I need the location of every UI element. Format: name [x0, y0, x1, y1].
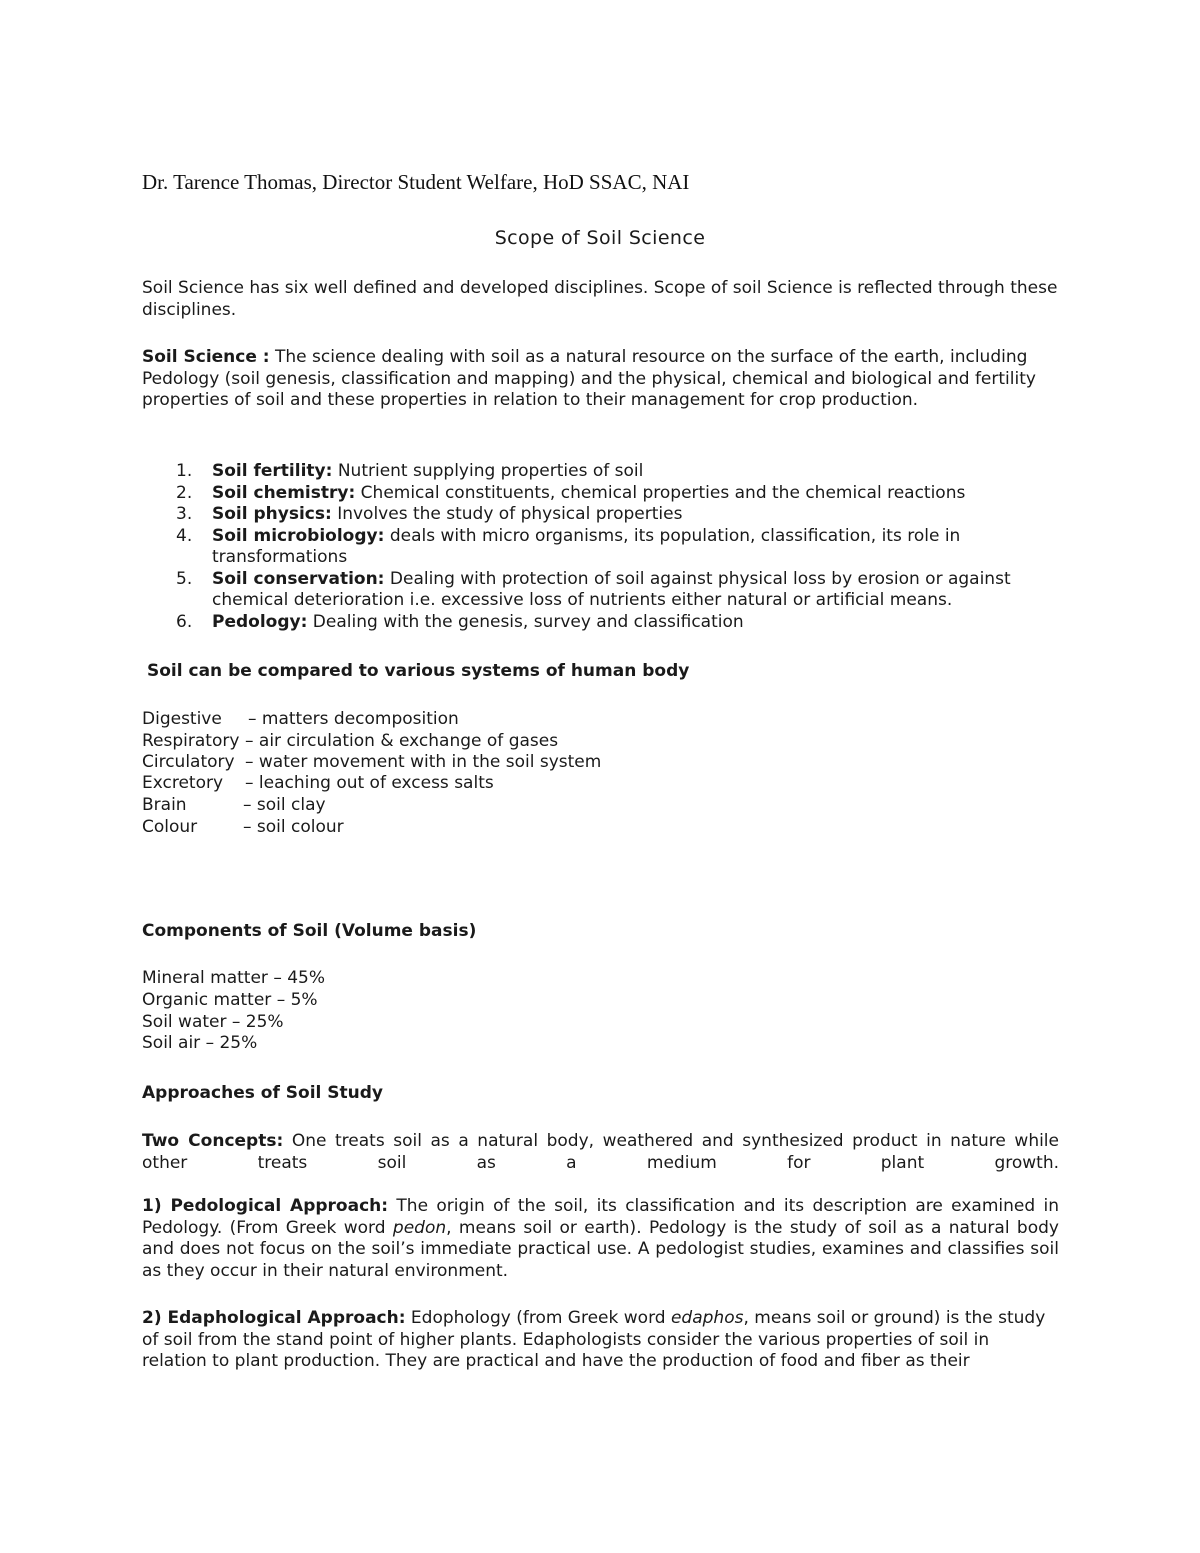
two-concepts-paragraph [142, 1131, 1059, 1174]
list-text: Involves the study of physical properties [331, 504, 683, 524]
list-term: Soil fertility: [212, 461, 333, 481]
list-number: 4. [176, 525, 193, 546]
table-row [142, 731, 558, 753]
edaphological-italic: edaphos [670, 1308, 744, 1328]
pedological-paragraph [142, 1196, 1059, 1282]
list-item: Organic matter – 5% [142, 990, 318, 1010]
list-item [142, 461, 1042, 483]
system-name: Respiratory [142, 731, 240, 751]
system-desc: – water movement with in the soil system [245, 752, 602, 772]
page-title: Scope of Soil Science [494, 227, 706, 249]
list-text: Dealing with protection of soil against physical loss by erosion or against chemical deterioration i.e. excessive loss of nutrients either natural or artificial means. [212, 568, 1011, 610]
list-term: Pedology: [212, 611, 308, 632]
pedological-text-cont: , means soil or earth). Pedology is the study of soil as a natural body and does not focus on the soil’s immediate practical use. A pedologist studies, examines and classifies soil as they occur in their natural environment. [142, 1217, 1059, 1281]
pedological-term: 1) Pedological Approach: [142, 1196, 389, 1216]
list-number: 3. [176, 504, 193, 524]
author-line: Dr. Tarence Thomas, Director Student Welfare, HoD SSAC, NAI [142, 170, 690, 194]
table-row [142, 773, 494, 795]
list-number: 6. [176, 611, 193, 632]
definition-term: Soil Science : [142, 347, 270, 367]
system-desc: – matters decomposition [248, 709, 459, 729]
list-number: 1. [176, 461, 193, 481]
table-row [142, 795, 326, 817]
list-text: Nutrient supplying properties of soil [332, 461, 644, 481]
human-body-heading: Soil can be compared to various systems of human body [147, 661, 690, 681]
system-desc: – leaching out of excess salts [245, 773, 494, 793]
table-row [142, 709, 459, 731]
two-concepts-text: One treats soil as a natural body, weathered and synthesized product in nature while other treats soil as a medium for plant growth. [142, 1131, 1059, 1173]
list-item [142, 483, 1042, 505]
list-item: Soil water – 25% [142, 1012, 284, 1032]
system-name: Colour [142, 817, 198, 837]
list-term: Soil microbiology: [212, 525, 385, 546]
list-text: Chemical constituents, chemical properties and the chemical reactions [355, 482, 966, 503]
list-term: Soil physics: [212, 504, 332, 524]
approaches-heading: Approaches of Soil Study [142, 1083, 383, 1103]
edaphological-term: 2) Edaphological Approach: [142, 1308, 406, 1328]
edaphological-text: Edophology (from Greek word [405, 1308, 671, 1328]
list-term: Soil chemistry: [212, 482, 356, 503]
list-number: 2. [176, 482, 193, 503]
list-text: Dealing with the genesis, survey and classification [307, 611, 744, 632]
system-name: Digestive [142, 709, 222, 729]
pedological-italic: pedon [392, 1217, 447, 1238]
list-text: deals with micro organisms, its population, classification, its role in transformations [212, 525, 961, 567]
definition-text: The science dealing with soil as a natural resource on the surface of the earth, including Pedology (soil genesis, classification and mapping) and the physical, chemical and biological and fertility properties of soil and these properties in relation to their management for crop production. [142, 347, 1036, 410]
list-item [142, 504, 1042, 526]
disciplines-list [142, 461, 1042, 633]
system-desc: – soil colour [243, 817, 344, 837]
list-term: Soil conservation: [212, 568, 385, 589]
list-item [142, 612, 1042, 634]
table-row [142, 817, 344, 839]
list-item [142, 569, 1042, 612]
system-name: Brain [142, 795, 187, 815]
list-item [142, 526, 1042, 569]
two-concepts-term: Two Concepts: [142, 1131, 284, 1151]
system-desc: – air circulation & exchange of gases [245, 731, 559, 751]
system-name: Circulatory [142, 752, 235, 772]
components-heading: Components of Soil (Volume basis) [142, 921, 477, 941]
table-row [142, 752, 601, 774]
list-number: 5. [176, 568, 193, 589]
list-item: Mineral matter – 45% [142, 968, 326, 988]
system-desc: – soil clay [243, 795, 326, 815]
system-name: Excretory [142, 773, 224, 793]
intro-paragraph: Soil Science has six well defined and developed disciplines. Scope of soil Science is reflected through these disciplines. [142, 278, 1058, 320]
edaphological-text-cont: , means soil or ground) is the study of soil from the stand point of higher plants. Edaphologists consider the various properties of soil in relation to plant production. They are practical and have the production of food and fiber as their [142, 1308, 1046, 1371]
edaphological-paragraph [142, 1308, 1059, 1373]
list-item: Soil air – 25% [142, 1033, 258, 1053]
pedological-text: The origin of the soil, its classification and its description are examined in Pedology. (From Greek word [142, 1196, 1059, 1238]
definition-paragraph [142, 347, 1059, 412]
